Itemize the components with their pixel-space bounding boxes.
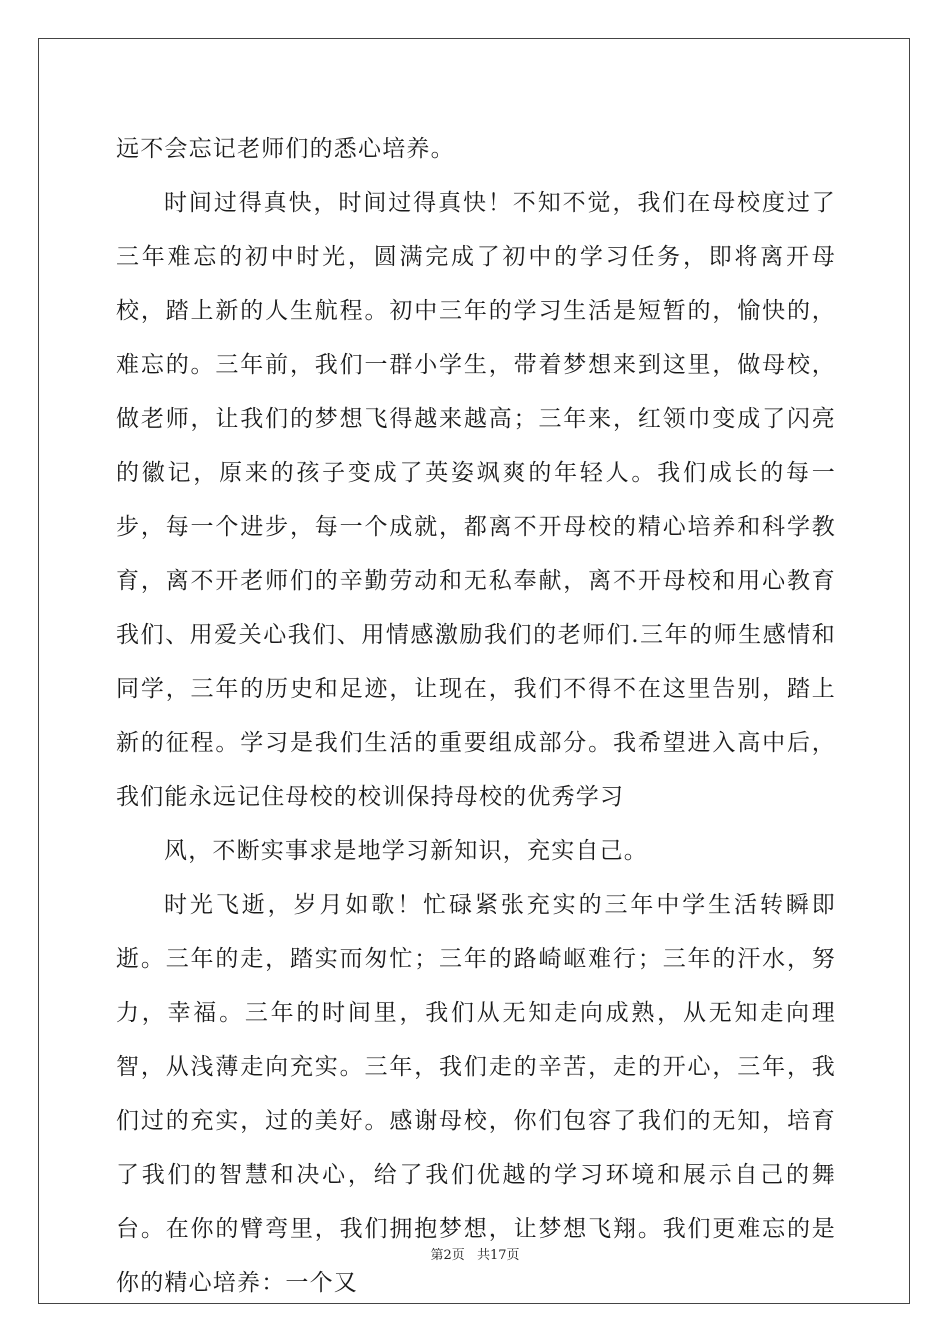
page-number: 第2页 (430, 1248, 465, 1263)
paragraph-2: 时间过得真快，时间过得真快！不知不觉，我们在母校度过了三年难忘的初中时光，圆满完成了初中的学习任务，即将离开母校，踏上新的人生航程。初中三年的学习生活是短暂的，愉快的，难忘的。三年前，我们一群小学生，带着梦想来到这里，做母校，做老师，让我们的梦想飞得越来越高；三年来，红领巾变成了闪亮的徽记，原来的孩子变成了英姿飒爽的年轻人。我们成长的每一步，每一个进步，每一个成就，都离不开母校的精心培养和科学教育，离不开老师们的辛勤劳动和无私奉献，离不开母校和用心教育我们、用爱关心我们、用情感激励我们的老师们.三年的师生感情和同学，三年的历史和足迹，让现在，我们不得不在这里告别，踏上新的征程。学习是我们生活的重要组成部分。我希望进入高中后，我们能永远记住母校的校训保持母校的优秀学习 (116, 190, 836, 810)
document-body (116, 122, 836, 1310)
paragraph-3: 风，不断实事求是地学习新知识，充实自己。 (164, 838, 648, 864)
page-total: 共17页 (476, 1248, 520, 1263)
paragraph-1: 远不会忘记老师们的悉心培养。 (116, 136, 455, 162)
page-footer (0, 1244, 950, 1263)
paragraph-4: 时光飞逝，岁月如歌！忙碌紧张充实的三年中学生活转瞬即逝。三年的走，踏实而匆忙；三年的路崎岖难行；三年的汗水，努力，幸福。三年的时间里，我们从无知走向成熟，从无知走向理智，从浅薄走向充实。三年，我们走的辛苦，走的开心，三年，我们过的充实，过的美好。感谢母校，你们包容了我们的无知，培育了我们的智慧和决心，给了我们优越的学习环境和展示自己的舞台。在你的臂弯里，我们拥抱梦想，让梦想飞翔。我们更难忘的是你的精心培养：一个又 (116, 892, 836, 1296)
